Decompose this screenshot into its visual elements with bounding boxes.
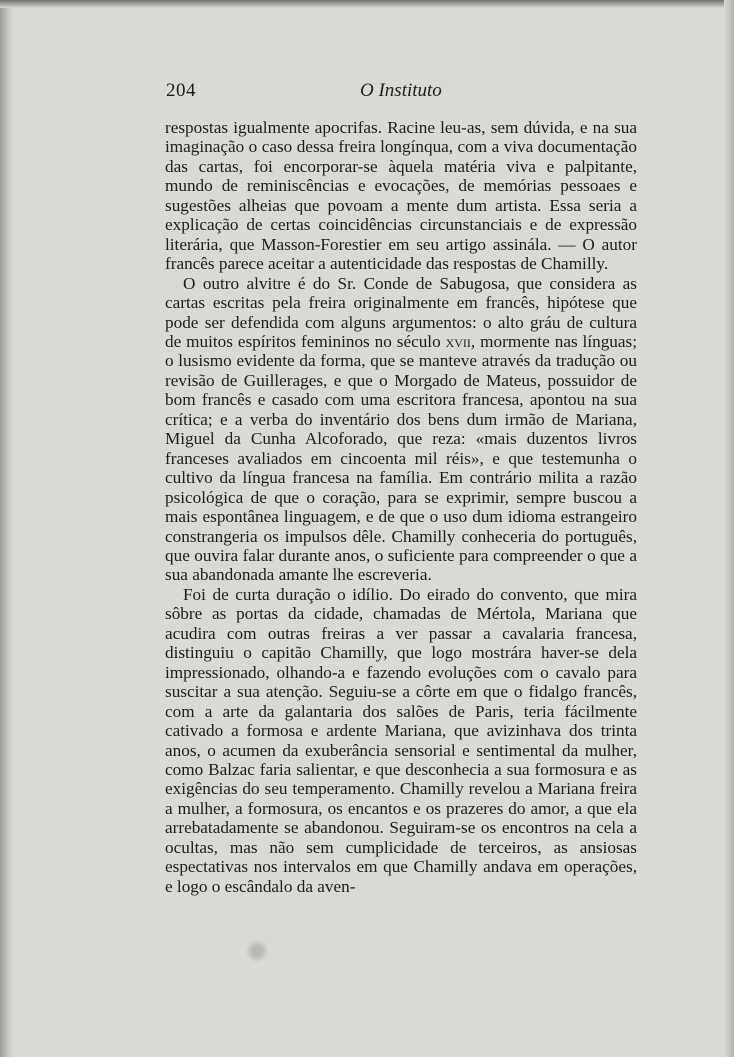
page-top-edge bbox=[0, 0, 734, 8]
running-title: O Instituto bbox=[360, 80, 442, 101]
paragraph-3: Foi de curta duração o idílio. Do eirado do convento, que mira sôbre as portas da cidade, chamadas de Mértola, Mariana que acudira com outras freiras a ver passar a cavalaria francesa, distinguiu o capitão Chamilly, que logo mostrára haver-se dela impressionado, olhando-a e fazendo evoluções com o cavalo para suscitar a sua atenção. Seguiu-se a côrte em que o fidalgo francês, com a arte da galantaria dos salões de Paris, teria fácilmente cativado a formosa e ardente Mariana, que avizinhava dos trinta anos, o acumen da exuberância sensorial e sentimental da mulher, como Balzac faria salientar, e que desconhecia a sua formosura e as exigências do seu temperamento. Chamilly revelou a Mariana freira a mulher, a formosura, os encantos e os prazeres do amor, a que ela arrebatadamente se abandonou. Seguiram-se os encontros na cela a ocultas, mas não sem cumplicidade de terceiros, as ansiosas espectativas nos intervalos em que Chamilly andava em operações, e logo o escândalo da aven- bbox=[165, 584, 637, 896]
paragraph-2 bbox=[165, 274, 637, 585]
page-right-edge bbox=[724, 0, 734, 1057]
book-gutter bbox=[0, 0, 14, 1057]
page-blot bbox=[246, 940, 268, 962]
paragraph-2-part-1: O outro alvitre é do Sr. Conde de Sabugosa, que considera as cartas escritas pela freira originalmente em francês, hipótese que pode ser defendida com alguns argumentos: o alto gráu de cultura de muitos espíritos femininos no século bbox=[165, 273, 637, 351]
page-header bbox=[166, 80, 636, 106]
paragraph-1: respostas igualmente apocrifas. Racine leu-as, sem dúvida, e na sua imaginação o caso dessa freira longínqua, com a viva documentação das cartas, foi encorporar-se àquela matéria viva e palpitante, mundo de reminiscências e evocações, de memórias pessoaes e sugestões alheias que povoam a mente dum artista. Essa seria a explicação de certas coincidências circunstanciais e de expressão literária, que Masson-Forestier em seu artigo assinála. — O autor francês parece aceitar a autenticidade das respostas de Chamilly. bbox=[165, 118, 637, 274]
paragraph-2-part-2: , mormente nas línguas; o lusismo evidente da forma, que se manteve através da tradução ou revisão de Guillerages, e que o Morgado de Mateus, possuidor de bom francês e casado com uma escritora francesa, apontou na sua crítica; e a verba do inventário dos bens dum irmão de Mariana, Miguel da Cunha Alcoforado, que reza: «mais duzentos livros franceses avaliados em cincoenta mil réis», e que testemunha o cultivo da língua francesa na família. Em contrário milita a razão psicológica de que o coração, para se exprimir, sempre buscou a mais espontânea linguagem, e de que o uso dum idioma estrangeiro constrangeria os impulsos dêle. Chamilly conheceria do português, que ouvira falar durante anos, o suficiente para compreender o que a sua abandonada amante lhe escreveria. bbox=[165, 331, 637, 585]
body-text bbox=[165, 118, 637, 896]
century-numeral: xvii bbox=[445, 331, 471, 351]
page-number: 204 bbox=[166, 80, 196, 101]
